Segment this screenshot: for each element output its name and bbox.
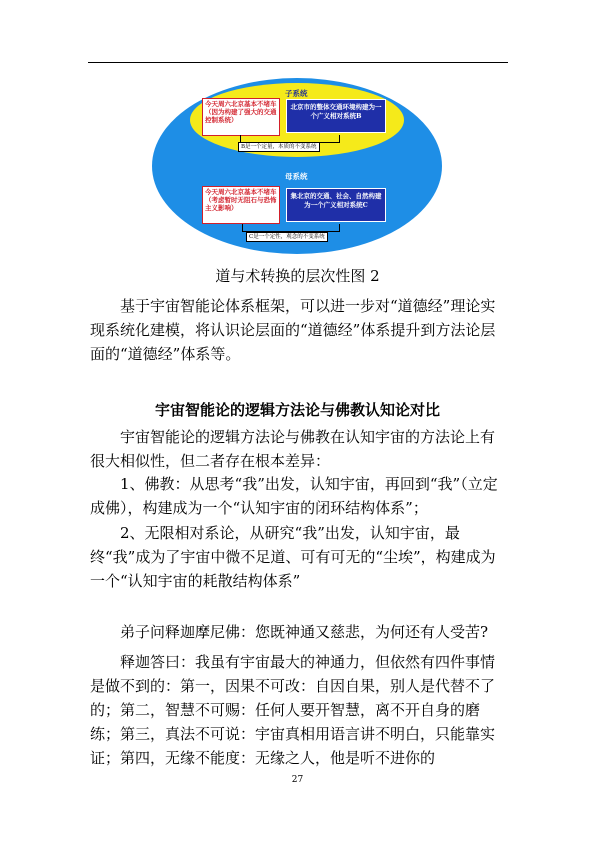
top-note: B是一个定量，本质的不变系统: [238, 142, 320, 152]
paragraph-1: 基于宇宙智能论体系框架，可以进一步对“道德经”理论实现系统化建模，将认识论层面的“道德经”体系提升到方法论层面的“道德经”体系等。: [90, 297, 496, 363]
paragraph-2: 宇宙智能论的逻辑方法论与佛教在认知宇宙的方法论上有很大相似性，但二者存在根本差异：: [90, 428, 496, 470]
paragraph-6: 释迦答曰：我虽有宇宙最大的神通力，但依然有四件事情是做不到的：第一，因果不可改：自因自果，别人是代替不了的；第二，智慧不可赐：任何人要开智慧，离不开自身的磨练；第三，真法不可说：宇宙真相用语言讲不明白，只能靠实证；第四，无缘不能度：无缘之人，他是听不进你的: [90, 653, 496, 767]
paragraph-4: 2、无限相对系论，从研究“我”出发，认知宇宙，最终“我”成为了宇宙中微不足道、可有可无的“尘埃”，构建成为一个“认知宇宙的耗散结构体系”: [90, 524, 496, 590]
header-rule: [88, 62, 508, 63]
bottom-blue-box: 集北京的交通、社会、自然构建为一个广义相对系统C: [286, 188, 386, 222]
top-blue-box: 北京市的整体交通环境构建为一个广义相对系统B: [286, 99, 386, 133]
bottom-red-box: 今天周六北京基本不堵车（考虑暂时无阻石与恐怖主义影响）: [202, 186, 280, 224]
paragraph-3: 1、佛教：从思考“我”出发，认知宇宙，再回到“我”（立定成佛），构建成为一个“认知宇宙的闭环结构体系”；: [90, 475, 498, 517]
bottom-bracket: [242, 224, 340, 232]
paragraph-5: 弟子问释迦摩尼佛：您既神通又慈悲，为何还有人受苦?: [120, 623, 489, 641]
sub-system-label: 子系统: [285, 89, 308, 98]
top-red-box: 今天周六北京基本不堵车（因为构建了强大的交通控制系统）: [202, 98, 280, 136]
figure-caption: 道与术转换的层次性图 2: [215, 267, 380, 285]
page-number: 27: [291, 775, 304, 785]
section-heading: 宇宙智能论的逻辑方法论与佛教认知论对比: [154, 401, 440, 419]
layer-diagram: [152, 78, 442, 254]
mother-system-label: 母系统: [285, 172, 308, 181]
bottom-note: C是一个定性，观念的不变系统: [246, 232, 328, 242]
